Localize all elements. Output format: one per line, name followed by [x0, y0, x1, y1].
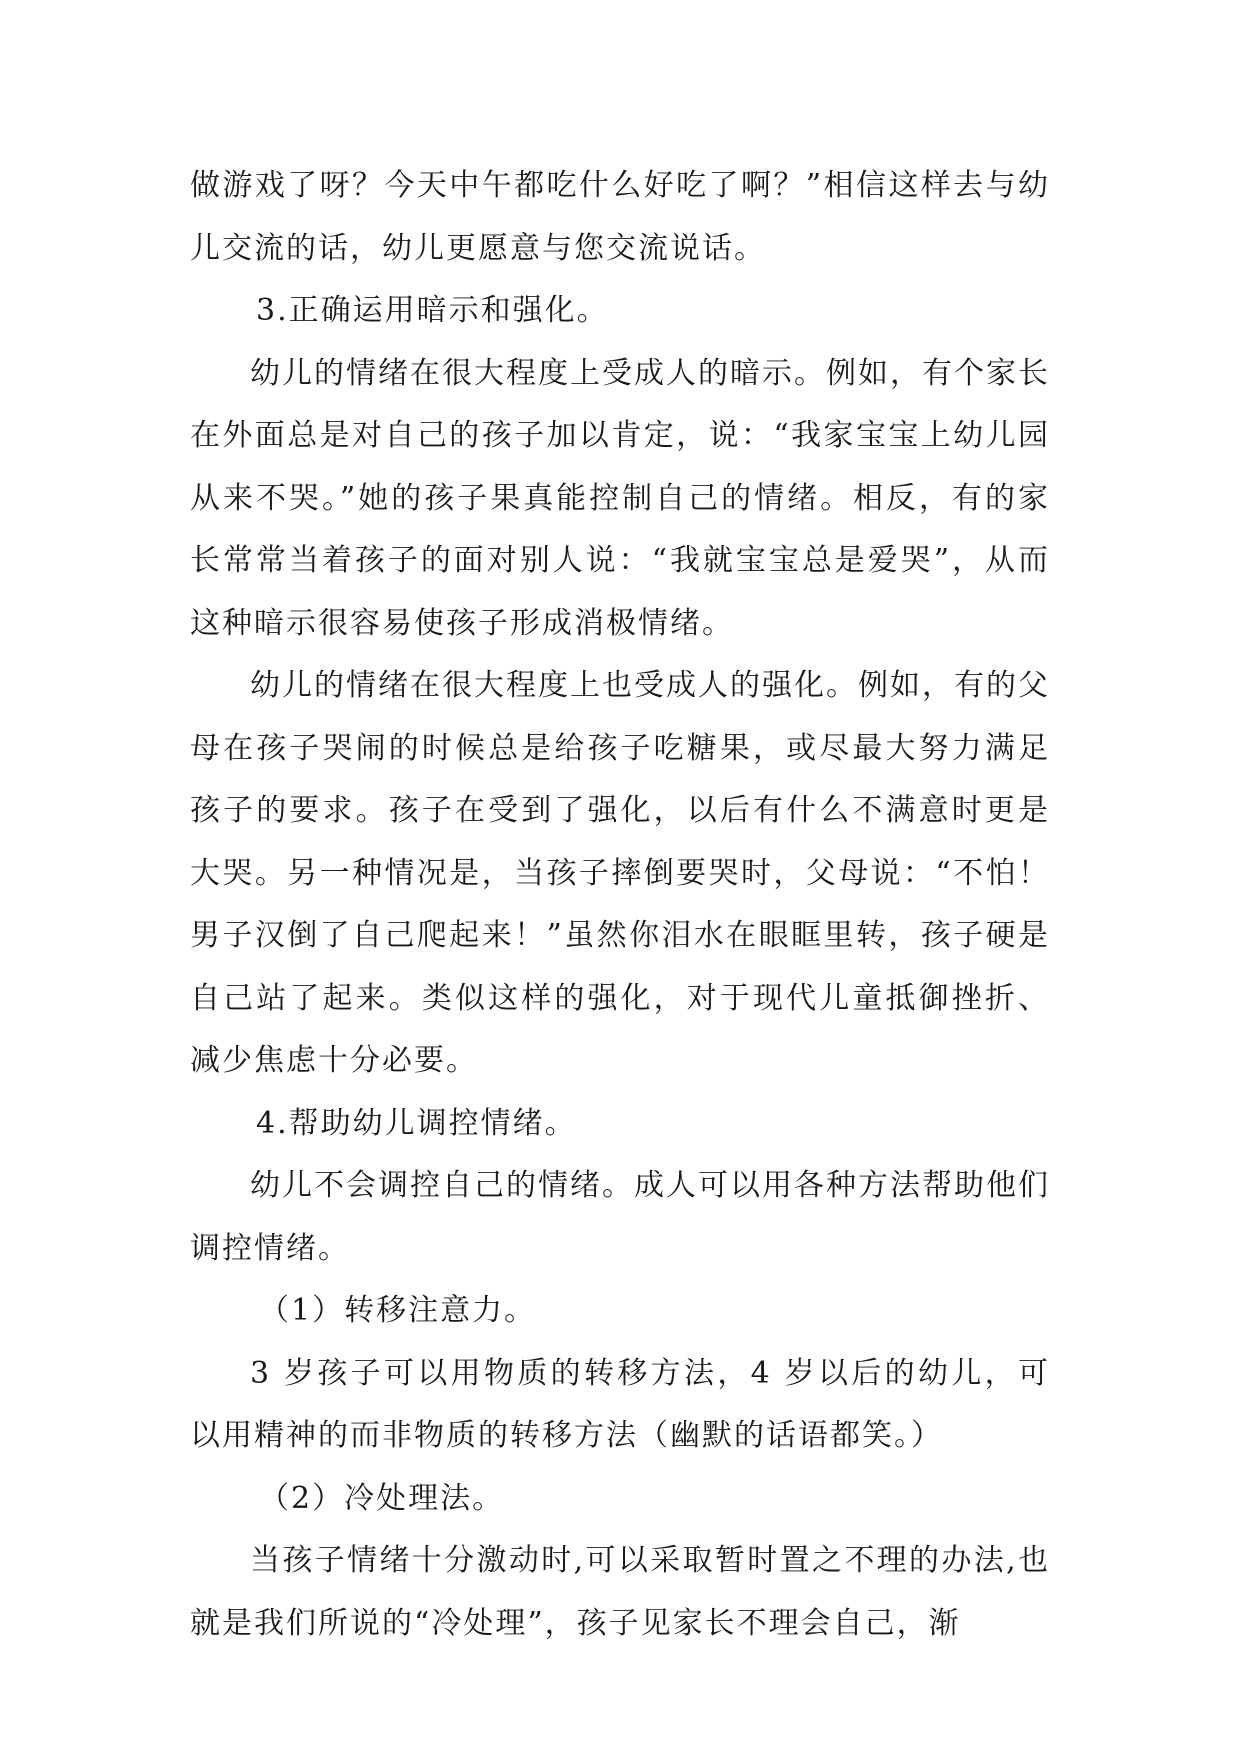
paragraph-suggestion: 幼儿的情绪在很大程度上受成人的暗示。例如，有个家长在外面总是对自己的孩子加以肯定，说：“我家宝宝上幼儿园从来不哭。”她的孩子果真能控制自己的情绪。相反，有的家长常常当着孩子的面对别人说：“我就宝宝总是爱哭”，从而这种暗示很容易使孩子形成消极情绪。 [190, 355, 1050, 641]
document-body [190, 155, 1050, 1655]
paragraph-attention-shift: 3 岁孩子可以用物质的转移方法，4 岁以后的幼儿，可以用精神的而非物质的转移方法（幽默的话语都笑。） [190, 1355, 1050, 1453]
section-heading-3: 3.正确运用暗示和强化。 [256, 293, 609, 328]
paragraph-cold-treatment: 当孩子情绪十分激动时,可以采取暂时置之不理的办法,也就是我们所说的“冷处理”，孩子见家长不理会自己，渐 [190, 1543, 1050, 1641]
subheading-attention-shift: （1）转移注意力。 [259, 1293, 537, 1328]
section-heading-4: 4.帮助幼儿调控情绪。 [256, 1105, 577, 1141]
subheading-cold-treatment: （2）冷处理法。 [259, 1480, 505, 1516]
paragraph-reinforcement: 幼儿的情绪在很大程度上也受成人的强化。例如，有的父母在孩子哭闹的时候总是给孩子吃糖果，或尽最大努力满足孩子的要求。孩子在受到了强化，以后有什么不满意时更是大哭。另一种情况是，当孩子摔倒要哭时，父母说：“不怕！男子汉倒了自己爬起来！”虽然你泪水在眼眶里转，孩子硬是自己站了起来。类似这样的强化，对于现代儿童抵御挫折、减少焦虑十分必要。 [190, 668, 1050, 1078]
paragraph-continuation: 做游戏了呀？今天中午都吃什么好吃了啊？”相信这样去与幼儿交流的话，幼儿更愿意与您交流说话。 [190, 168, 1050, 266]
paragraph-regulation-intro: 幼儿不会调控自己的情绪。成人可以用各种方法帮助他们调控情绪。 [190, 1168, 1050, 1266]
